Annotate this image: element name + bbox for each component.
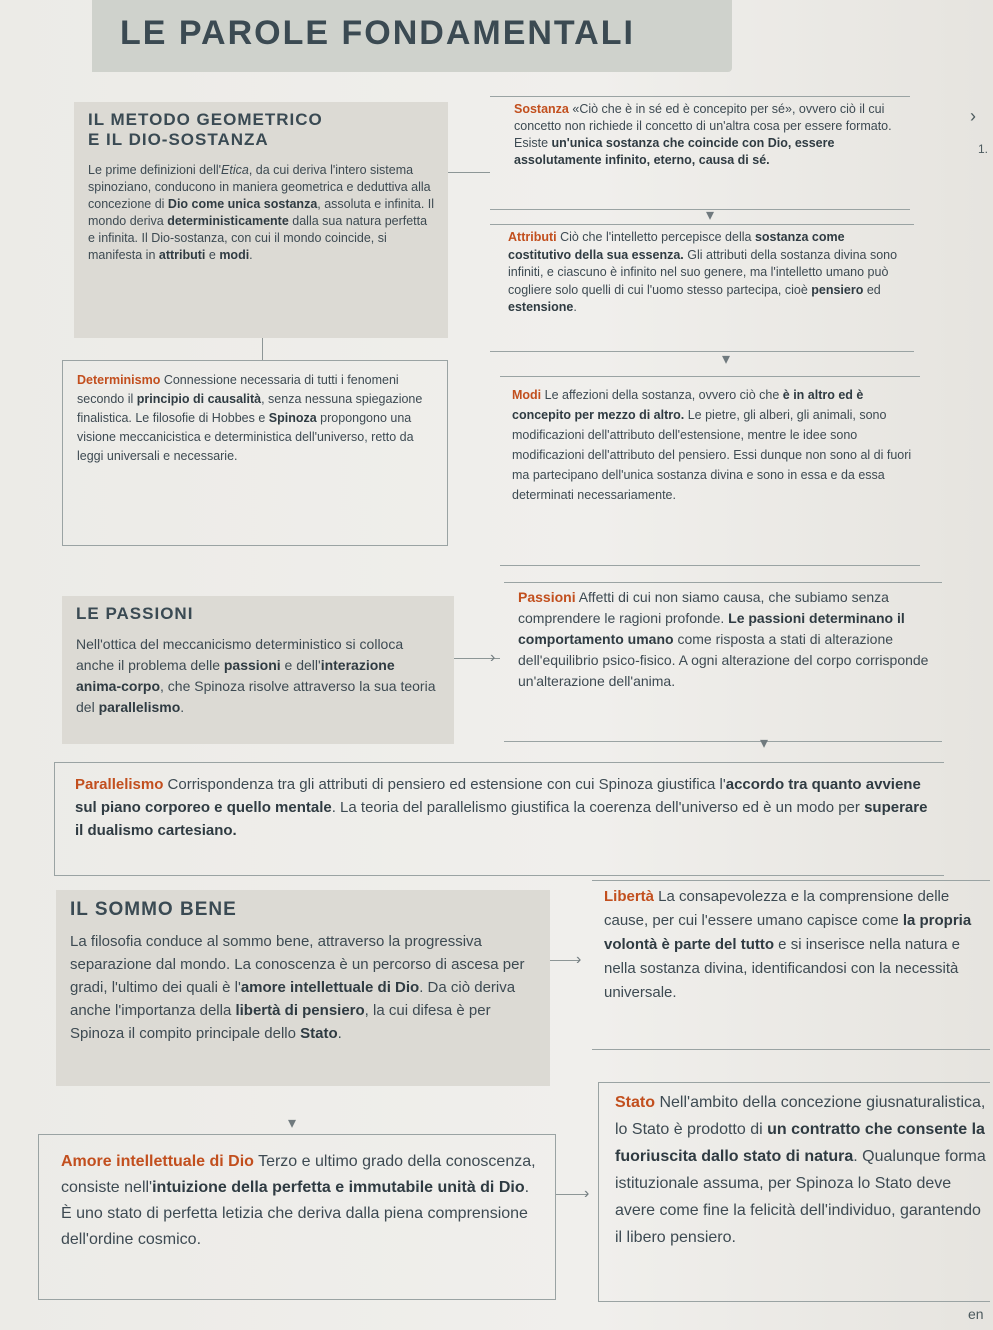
sostanza-box: [490, 96, 910, 210]
liberta-term: Libertà: [604, 888, 655, 905]
arrow-down-icon: ▾: [706, 207, 715, 224]
liberta-box: Libertà La consapevolezza e la comprensione delle cause, per cui l'essere umano capisce come la propria volontà è parte del tutto e si inserisce nella natura e nella sostanza divina, identificandosi con la necessità universale.: [592, 880, 990, 1050]
arrow-right-icon: ›: [490, 649, 496, 666]
arrow-down-icon: ▾: [288, 1115, 297, 1132]
passioni-title: LE PASSIONI: [76, 604, 194, 623]
amore-term: Amore intellettuale di Dio: [61, 1153, 254, 1170]
parallelismo-box: Parallelismo Corrispondenza tra gli attributi di pensiero ed estensione con cui Spinoza giustifica l'accordo tra quanto avviene sul piano corporeo e quello mentale. La teoria del parallelismo giustifica la coerenza dell'universo ed è un modo per superare il dualismo cartesiano.: [54, 762, 944, 876]
metodo-title-1: IL METODO GEOMETRICO: [88, 110, 323, 129]
page-title: LE PAROLE FONDAMENTALI: [120, 14, 635, 52]
passioni-box: LE PASSIONI Nell'ottica del meccanicismo deterministico si colloca anche il problema delle passioni e dell'interazione anima-corpo, che Spinoza risolve attraverso la sua teoria del parallelismo.: [62, 596, 454, 744]
parallelismo-term: Parallelismo: [75, 776, 164, 793]
margin-mark-bottom: en: [968, 1306, 984, 1322]
stato-term: Stato: [615, 1094, 655, 1111]
metodo-title-2: E IL DIO-SOSTANZA: [88, 130, 269, 149]
modi-box: Modi Le affezioni della sostanza, ovvero ciò che è in altro ed è concepito per mezzo di altro. Le pietre, gli alberi, gli animali, sono modificazioni dell'attributo dell'estensione, mentre le idee sono modificazioni dell'attributo del pensiero. Essi dunque non sono al di fuori ma partecipano dell'unica sostanza divina e sono in essa e da essa determinati necessariamente.: [500, 376, 920, 566]
margin-chevron-icon: ›: [970, 106, 976, 126]
arrow-right-icon: ›: [576, 951, 582, 968]
sostanza-term: Sostanza: [514, 102, 569, 116]
sostanza-text: «Ciò che è in sé ed è concepito per sé», ovvero ciò il cui concetto non richiede il concetto di un'altra cosa per essere formato. Esiste: [514, 102, 892, 150]
margin-mark: 1.: [978, 142, 989, 156]
attributi-term: Attributi: [508, 230, 557, 244]
stato-box: Stato Nell'ambito della concezione giusnaturalistica, lo Stato è prodotto di un contratto che consente la fuoriuscita dallo stato di natura. Qualunque forma istituzionale assuma, per Spinoza lo Stato deve avere come fine la felicità dell'individuo, garantendo il libero pensiero.: [598, 1082, 990, 1302]
attributi-box: Attributi Ciò che l'intelletto percepisce della sostanza come costitutivo della sua essenza. Gli attributi della sostanza divina sono infiniti, e ciascuno è infinito nel suo genere, ma l'intelletto umano può cogliere solo quelli di cui l'uomo stesso partecipa, cioè pensiero ed estensione.: [490, 224, 914, 352]
metodo-text: Le prime definizioni dell'Etica, da cui deriva l'intero sistema spinoziano, conducono in maniera geometrica e deduttiva alla concezione di Dio come unica sostanza, assoluta e infinita. Il mondo deriva deterministicamente dalla sua natura perfetta e infinita. Il Dio-sostanza, con cui il mondo coincide, si manifesta in attributi e modi.: [88, 163, 435, 262]
sommo-bene-box: IL SOMMO BENE La filosofia conduce al sommo bene, attraverso la progressiva separazione dal mondo. La conoscenza è un percorso di ascesa per gradi, l'ultimo dei quali è l'amore intellettuale di Dio. Da ciò deriva anche l'importanza della libertà di pensiero, la cui difesa è per Spinoza il compito principale dello Stato.: [56, 890, 550, 1086]
arrow-right-icon: ›: [584, 1185, 590, 1202]
sostanza-text-bold: un'unica sostanza che coincide con Dio, essere assolutamente infinito, eterno, causa di sé.: [514, 136, 835, 167]
amore-box: Amore intellettuale di Dio Terzo e ultimo grado della conoscenza, consiste nell'intuizione della perfetta e immutabile unità di Dio. È uno stato di perfetta letizia che deriva dalla piena comprensione dell'ordine cosmico.: [38, 1134, 556, 1300]
connector-metodo-sostanza: [448, 172, 490, 173]
passioni-term: Passioni: [518, 589, 576, 605]
sommo-bene-title: IL SOMMO BENE: [70, 899, 237, 920]
header-banner: [92, 0, 732, 72]
connector-metodo-down: [262, 338, 263, 360]
modi-term: Modi: [512, 388, 542, 402]
arrow-down-icon: ▾: [722, 351, 731, 368]
metodo-box: [74, 102, 448, 338]
passioni-def-box: Passioni Affetti di cui non siamo causa, che subiamo senza comprendere le ragioni profonde. Le passioni determinano il comportamento umano come risposta a stati di alterazione dell'equilibrio psico-fisico. A ogni alterazione del corpo corrisponde un'alterazione dell'anima.: [504, 582, 942, 742]
arrow-down-icon: ▾: [760, 735, 769, 752]
determinismo-term: Determinismo: [77, 373, 161, 387]
determinismo-box: Determinismo Connessione necessaria di tutti i fenomeni secondo il principio di causalità, senza nessuna spiegazione finalistica. Le filosofie di Hobbes e Spinoza propongono una visione meccanicistica e deterministica dell'universo, retto da leggi universali e necessarie.: [62, 360, 448, 546]
